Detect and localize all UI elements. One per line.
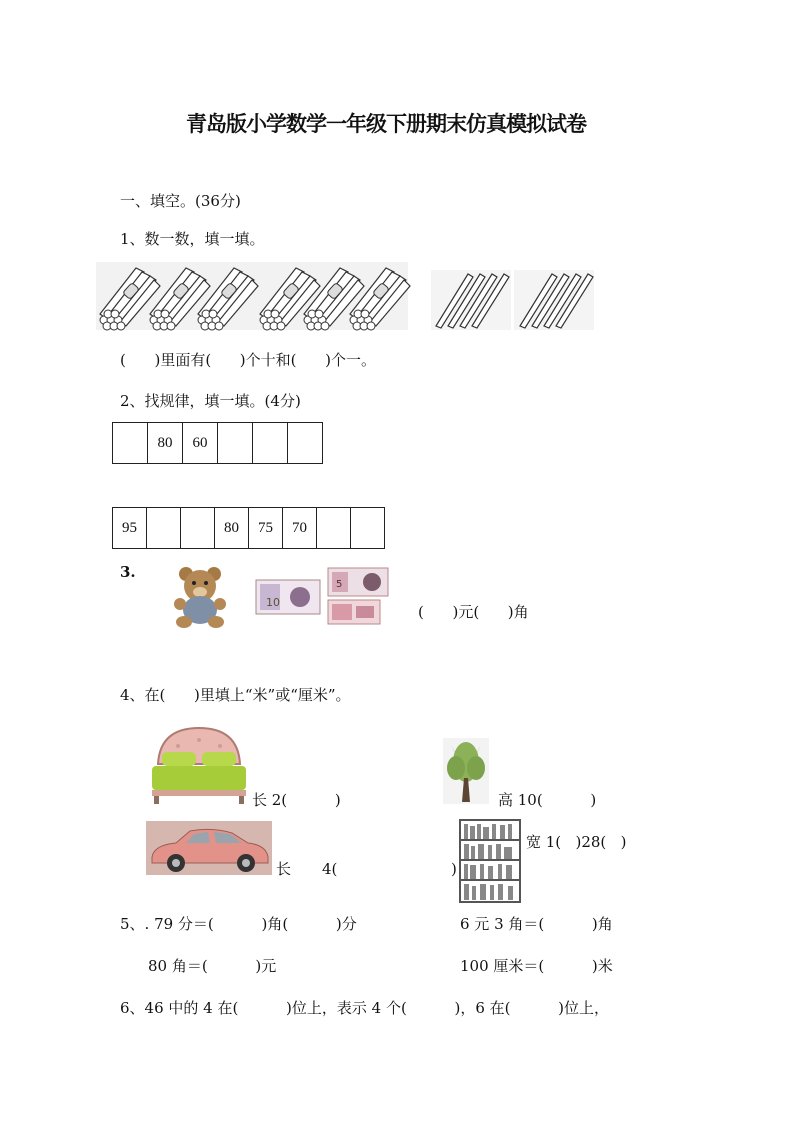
car-icon (146, 821, 272, 875)
question-3-label: 3. (120, 563, 136, 581)
bed-length-blank: 长 2( ) (252, 791, 341, 809)
loose-sticks-icon (514, 270, 594, 330)
banknotes-figure (254, 566, 390, 628)
sequence-cell: 80 (148, 423, 183, 464)
svg-text:10: 10 (266, 596, 280, 609)
sequence-cell: 95 (113, 508, 147, 549)
car-length-prefix: 长 (276, 860, 292, 878)
question-5-line-2-right: 100 厘米＝( )米 (460, 957, 613, 975)
sequence-cell[interactable] (181, 508, 215, 549)
bookshelf-icon (458, 818, 522, 904)
sequence-table-1 (112, 422, 323, 464)
loose-sticks-icon (431, 270, 511, 330)
question-5-line-1-left: 5、. 79 分＝( )角( )分 (120, 915, 357, 933)
sequence-cell[interactable] (351, 508, 385, 549)
car-length-close: ) (451, 860, 457, 878)
question-6-text: 6、46 中的 4 在( )位上，表示 4 个( )，6 在( )位上， (120, 999, 610, 1017)
sequence-cell[interactable] (218, 423, 253, 464)
sequence-cell: 80 (215, 508, 249, 549)
question-4-label: 4、在( )里填上“米”或“厘米”。 (120, 686, 351, 704)
sequence-cell[interactable] (253, 423, 288, 464)
section-heading: 一、填空。(36分) (120, 192, 241, 210)
svg-text:5: 5 (336, 579, 343, 590)
car-length-blank: 4( (322, 860, 338, 878)
sequence-cell[interactable] (288, 423, 323, 464)
question-5-line-1-right: 6 元 3 角＝( )角 (460, 915, 613, 933)
sequence-cell[interactable] (317, 508, 351, 549)
sequence-cell[interactable] (113, 423, 148, 464)
question-2-label: 2、找规律，填一填。(4分) (120, 392, 301, 410)
bed-icon (148, 724, 250, 804)
sequence-cell: 70 (283, 508, 317, 549)
question-3-answer: ( )元( )角 (418, 603, 529, 621)
teddy-bear-icon (170, 564, 232, 630)
tree-icon (443, 738, 489, 804)
sequence-cell: 60 (183, 423, 218, 464)
banknote-icon (256, 580, 320, 614)
sequence-cell: 75 (249, 508, 283, 549)
banknote-icon (328, 600, 380, 624)
sequence-cell[interactable] (147, 508, 181, 549)
question-1-label: 1、数一数，填一填。 (120, 230, 265, 248)
banknote-icon (328, 568, 388, 596)
stick-bundles-figure (96, 262, 596, 332)
question-1-answer-line: ( )里面有( )个十和( )个一。 (120, 351, 376, 369)
page-title: 青岛版小学数学一年级下册期末仿真模拟试卷 (186, 112, 586, 136)
tree-height-blank: 高 10( ) (498, 791, 597, 809)
sequence-table-2 (112, 507, 385, 549)
bookshelf-width-blank: 宽 1( )28( ) (526, 833, 627, 851)
question-5-line-2-left: 80 角＝( )元 (148, 957, 277, 975)
